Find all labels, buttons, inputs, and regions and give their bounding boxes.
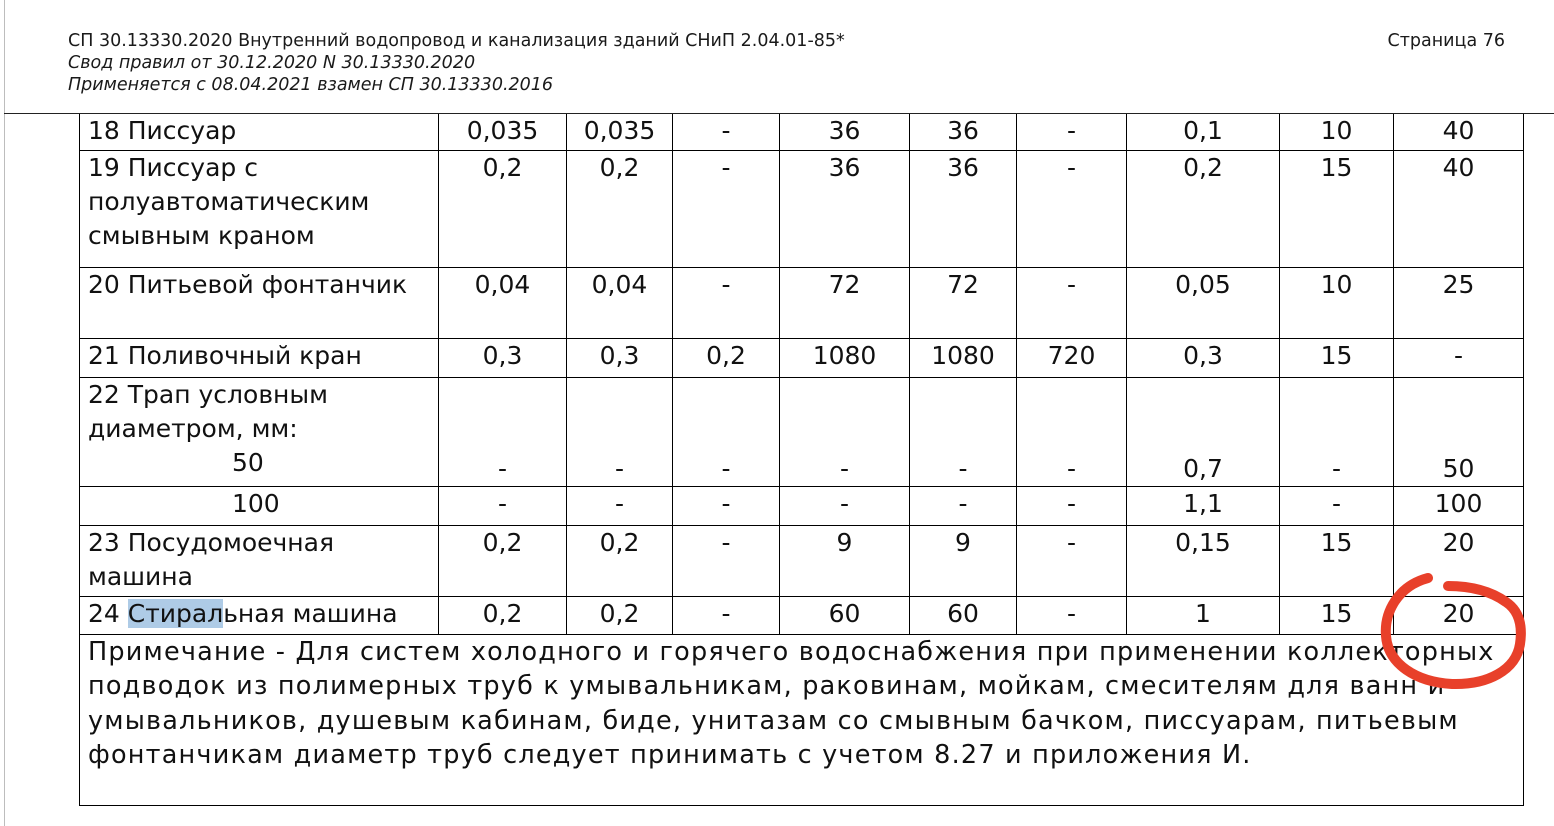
- fixtures-flow-table: [79, 114, 1524, 806]
- table-cell: -: [567, 486, 673, 525]
- table-note: [80, 634, 1524, 805]
- table-cell: 15: [1280, 525, 1394, 596]
- row-name: [80, 596, 439, 634]
- table-cell: -: [439, 486, 567, 525]
- table-row-24: [80, 596, 1524, 634]
- table-cell: -: [780, 486, 910, 525]
- circled-cell: 20: [1394, 596, 1524, 634]
- row-name: 23 Посудомоечная машина: [80, 525, 439, 596]
- table-cell: 0,05: [1127, 267, 1280, 338]
- table-cell: 40: [1394, 150, 1524, 267]
- table-cell: -: [1017, 377, 1127, 486]
- table-cell: 100: [1394, 486, 1524, 525]
- page-left-edge: [4, 0, 5, 826]
- table-row-22-100: [80, 486, 1524, 525]
- note-line: умывальников, душевым кабинам, биде, унитазам со смывным бачком, писсуарам, питьевым: [88, 705, 1459, 736]
- row-name: 20 Питьевой фонтанчик: [80, 267, 439, 338]
- table-cell: 36: [780, 150, 910, 267]
- table-row-18: [80, 114, 1524, 150]
- selected-text[interactable]: Стирал: [127, 598, 224, 628]
- table-cell: -: [1280, 486, 1394, 525]
- table-cell: 0,3: [1127, 338, 1280, 377]
- row-name: 19 Писсуар с полуавтоматическим смывным краном: [80, 150, 439, 267]
- note-line: подводок из полимерных труб к умывальникам, раковинам, мойкам, смесителям для ванн и: [88, 671, 1446, 701]
- table-cell: -: [1017, 267, 1127, 338]
- table-cell: -: [673, 377, 780, 486]
- table-cell: -: [1017, 596, 1127, 634]
- table-cell: -: [1017, 486, 1127, 525]
- table-cell: -: [1017, 114, 1127, 150]
- table-cell: 0,035: [567, 114, 673, 150]
- table-cell: 50: [1394, 377, 1524, 486]
- table-cell: -: [910, 486, 1017, 525]
- table-cell: -: [1017, 150, 1127, 267]
- table-cell: -: [910, 377, 1017, 486]
- table-row-19: [80, 150, 1524, 267]
- row-name-suffix: ьная машина: [223, 598, 398, 628]
- table-cell: 1080: [910, 338, 1017, 377]
- table-cell: 0,3: [439, 338, 567, 377]
- table-cell: -: [1017, 525, 1127, 596]
- table-cell: 10: [1280, 114, 1394, 150]
- table-row-21: [80, 338, 1524, 377]
- table-cell: 0,2: [567, 596, 673, 634]
- table-cell: 1,1: [1127, 486, 1280, 525]
- table-cell: 72: [910, 267, 1017, 338]
- table-cell: 60: [780, 596, 910, 634]
- table-cell: 720: [1017, 338, 1127, 377]
- table-cell: 15: [1280, 150, 1394, 267]
- table-cell: 0,7: [1127, 377, 1280, 486]
- page-number: Страница 76: [1387, 31, 1505, 51]
- table-cell: 0,2: [567, 525, 673, 596]
- table-cell: 15: [1280, 596, 1394, 634]
- note-line: фонтанчикам диаметр труб следует принимать с учетом 8.27 и приложения И.: [88, 740, 1252, 770]
- table-cell: 25: [1394, 267, 1524, 338]
- row-name: [80, 377, 439, 486]
- table-row-23: [80, 525, 1524, 596]
- table-cell: -: [673, 486, 780, 525]
- table-cell: -: [673, 150, 780, 267]
- table-cell: 9: [910, 525, 1017, 596]
- table-cell: 40: [1394, 114, 1524, 150]
- table-cell: 0,3: [567, 338, 673, 377]
- table-cell: -: [673, 525, 780, 596]
- row-name: [80, 486, 439, 525]
- table-cell: 0,2: [439, 150, 567, 267]
- table-note-row: [80, 634, 1524, 805]
- table-cell: -: [673, 114, 780, 150]
- table-cell: 60: [910, 596, 1017, 634]
- table-cell: -: [567, 377, 673, 486]
- row-name-prefix: 24: [88, 598, 128, 628]
- table-cell: 0,04: [439, 267, 567, 338]
- table-cell: 15: [1280, 338, 1394, 377]
- table-cell: -: [1394, 338, 1524, 377]
- table-cell: 1080: [780, 338, 910, 377]
- table-cell: -: [673, 596, 780, 634]
- table-cell: 0,15: [1127, 525, 1280, 596]
- document-code: Свод правил от 30.12.2020 N 30.13330.2020: [68, 53, 476, 73]
- table-cell: 0,2: [567, 150, 673, 267]
- diameter-value: 50: [232, 447, 264, 477]
- table-cell: -: [673, 267, 780, 338]
- table-cell: 36: [780, 114, 910, 150]
- row-name-text: 22 Трап условным диаметром, мм:: [88, 379, 329, 443]
- table-cell: 0,2: [1127, 150, 1280, 267]
- table-cell: 10: [1280, 267, 1394, 338]
- table-cell: -: [1280, 377, 1394, 486]
- table-row-22-50: [80, 377, 1524, 486]
- table-cell: 20: [1394, 525, 1524, 596]
- document-title: СП 30.13330.2020 Внутренний водопровод и канализация зданий СНиП 2.04.01-85*: [68, 31, 845, 51]
- table-cell: 36: [910, 150, 1017, 267]
- row-name: 18 Писсуар: [80, 114, 439, 150]
- table-cell: 9: [780, 525, 910, 596]
- table-cell: 0,1: [1127, 114, 1280, 150]
- table-row-20: [80, 267, 1524, 338]
- table-cell: 0,035: [439, 114, 567, 150]
- document-applies: Применяется с 08.04.2021 взамен СП 30.13330.2016: [68, 75, 554, 95]
- table-cell: 0,2: [673, 338, 780, 377]
- table-cell: 0,2: [439, 596, 567, 634]
- table-cell: 0,04: [567, 267, 673, 338]
- table-cell: 1: [1127, 596, 1280, 634]
- table-cell: -: [439, 377, 567, 486]
- row-name: 21 Поливочный кран: [80, 338, 439, 377]
- table-cell: -: [780, 377, 910, 486]
- table-cell: 0,2: [439, 525, 567, 596]
- note-line: Примечание - Для систем холодного и горячего водоснабжения при применении коллекторных: [88, 636, 1495, 667]
- document-header: [0, 0, 1554, 116]
- table-cell: 36: [910, 114, 1017, 150]
- diameter-value: 100: [232, 488, 280, 518]
- table-cell: 72: [780, 267, 910, 338]
